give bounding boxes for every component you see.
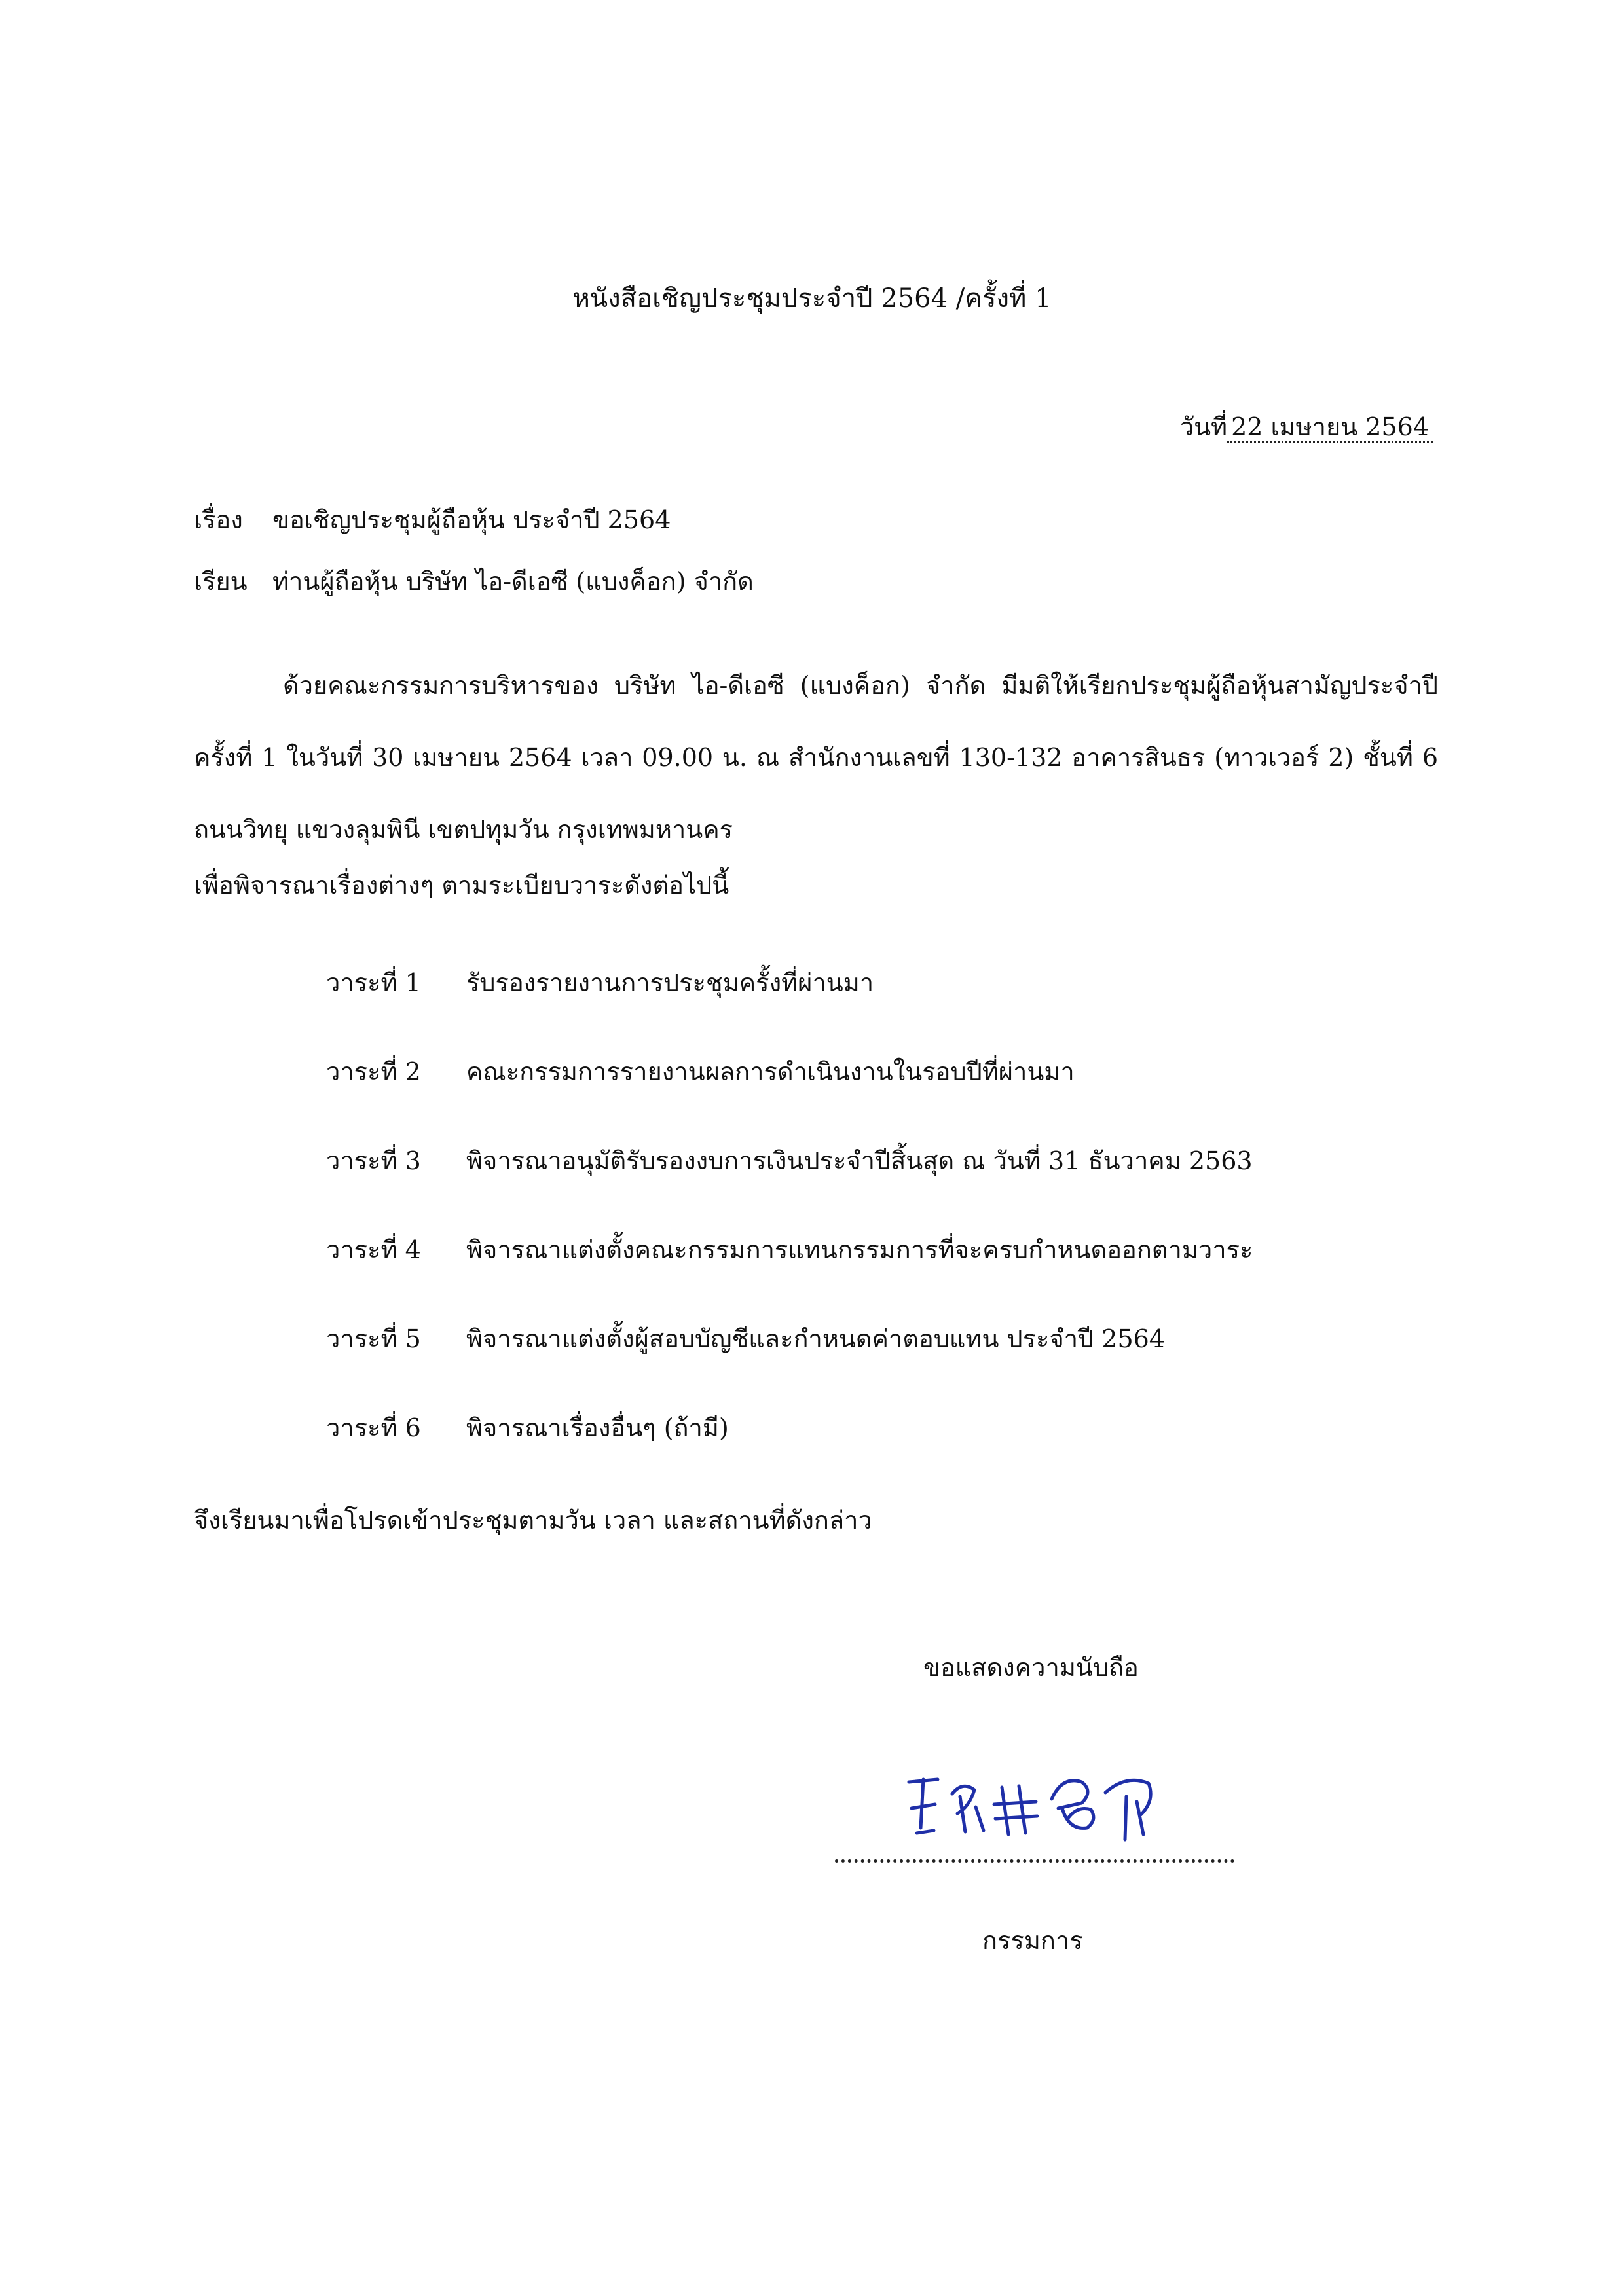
date-line [1180, 412, 1433, 443]
agenda-number: วาระที่ 2 [326, 1057, 421, 1086]
agenda-item [326, 962, 874, 1002]
agenda-number: วาระที่ 4 [326, 1235, 421, 1264]
subject-line [194, 505, 671, 536]
agenda-text: พิจารณาเรื่องอื่นๆ (ถ้ามี) [466, 1413, 729, 1442]
agenda-item [326, 1051, 1075, 1091]
date-label: วันที่ [1179, 412, 1228, 441]
body-paragraph: ด้วยคณะกรรมการบริหารของ บริษัท ไอ-ดีเอซี (แบงค็อก) จำกัด มีมติให้เรียกประชุมผู้ถือหุ้นสามัญประจำปี ครั้งที่ 1 ในวันที่ 30 เมษายน 2564 เวลา 09.00 น. ณ สำนักงานเลขที่ 130-132 อาคารสินธร (ทาวเวอร์ 2) ชั้นที่ 6 ถนนวิทยุ แขวงลุมพินี เขตปทุมวัน กรุงเทพมหานคร [194, 671, 1438, 844]
agenda-text: พิจารณาแต่งตั้งผู้สอบบัญชีและกำหนดค่าตอบแทน ประจำปี 2564 [466, 1324, 1165, 1353]
agenda-item [326, 1408, 729, 1448]
document-title: หนังสือเชิญประชุมประจำปี 2564 /ครั้งที่ 1 [572, 283, 1052, 314]
handwritten-signature [897, 1768, 1185, 1846]
subject-text: ขอเชิญประชุมผู้ถือหุ้น ประจำปี 2564 [272, 505, 671, 534]
recipient-line [194, 567, 754, 597]
signer-role: กรรมการ [982, 1926, 1083, 1955]
agenda-item [326, 1319, 1165, 1358]
agenda-text: พิจารณาอนุมัติรับรองงบการเงินประจำปีสิ้นสุด ณ วันที่ 31 ธันวาคม 2563 [466, 1146, 1253, 1175]
agenda-text: พิจารณาแต่งตั้งคณะกรรมการแทนกรรมการที่จะครบกำหนดออกตามวาระ [466, 1235, 1253, 1264]
subject-label: เรื่อง [194, 505, 243, 534]
agenda-number: วาระที่ 5 [326, 1324, 421, 1353]
recipient-text: ท่านผู้ถือหุ้น บริษัท ไอ-ดีเอซี (แบงค็อก) จำกัด [272, 567, 754, 596]
regards-line: ขอแสดงความนับถือ [923, 1653, 1139, 1682]
agenda-number: วาระที่ 1 [326, 968, 421, 997]
agenda-number: วาระที่ 3 [326, 1146, 421, 1175]
recipient-label: เรียน [194, 567, 248, 596]
signature-line [835, 1859, 1234, 1863]
agenda-text: รับรองรายงานการประชุมครั้งที่ผ่านมา [466, 968, 874, 997]
agenda-item [326, 1230, 1253, 1269]
agenda-number: วาระที่ 6 [326, 1413, 421, 1442]
agenda-item [326, 1140, 1253, 1180]
date-value: 22 เมษายน 2564 [1227, 412, 1433, 443]
agenda-text: คณะกรรมการรายงานผลการดำเนินงานในรอบปีที่ผ่านมา [466, 1057, 1075, 1086]
closing-line: จึงเรียนมาเพื่อโปรดเข้าประชุมตามวัน เวลา และสถานที่ดังกล่าว [194, 1506, 872, 1535]
agenda-intro: เพื่อพิจารณาเรื่องต่างๆ ตามระเบียบวาระดังต่อไปนี้ [194, 871, 729, 900]
